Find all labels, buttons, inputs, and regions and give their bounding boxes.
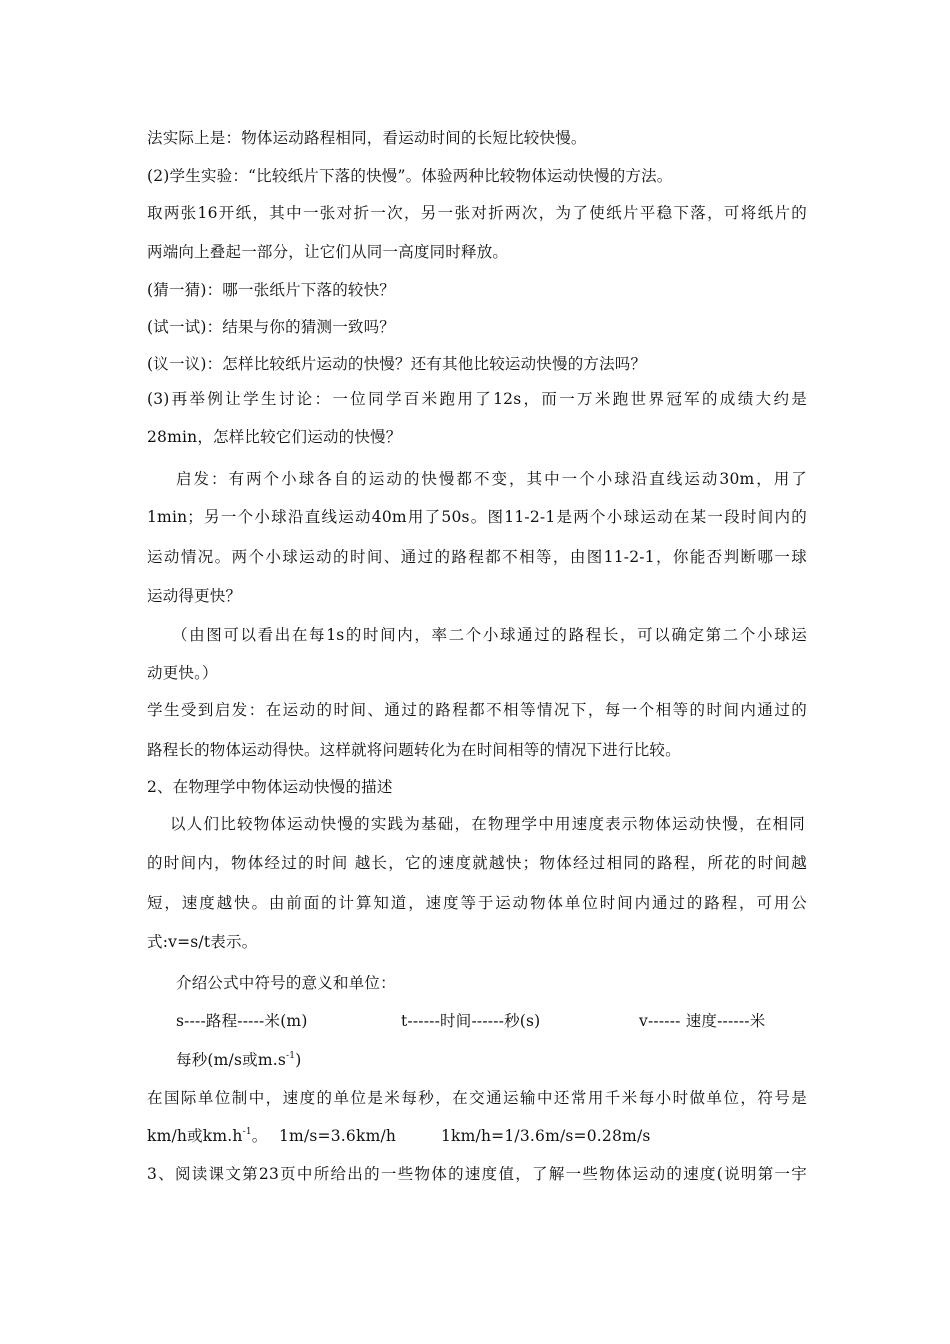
text-line-22: 式:v=s/t表示。 — [147, 933, 258, 951]
text-line-13: 运动得更快？ — [147, 587, 242, 605]
v-definition: v------ 速度------米 — [639, 1012, 766, 1030]
unit-definitions-row — [176, 1011, 765, 1031]
kmh-symbol — [147, 1126, 279, 1146]
velocity-unit-exponent: -1 — [286, 1051, 296, 1061]
text-line-7: (议一议)：怎样比较纸片运动的快慢？还有其他比较运动快慢的方法吗？ — [147, 355, 647, 373]
text-line-16: 学生受到启发：在运动的时间、通过的路程都不相等情况下，每一个相等的时间内通过的 — [147, 701, 807, 719]
text-line-23: 介绍公式中符号的意义和单位： — [176, 974, 396, 992]
velocity-unit-text: 每秒(m/s或m.s — [176, 1051, 287, 1069]
text-line-21: 短，速度越快。由前面的计算知道，速度等于运动物体单位时间内通过的路程，可用公 — [147, 894, 807, 912]
conversion-1: 1m/s=3.6km/h — [279, 1127, 397, 1145]
text-line-17: 路程长的物体运动得快。这样就将问题转化为在时间相等的情况下进行比较。 — [147, 741, 681, 759]
velocity-unit-line — [176, 1050, 301, 1070]
text-line-4: 两端向上叠起一部分，让它们从同一高度同时释放。 — [147, 243, 509, 261]
text-line-19: 以人们比较物体运动快慢的实践为基础，在物理学中用速度表示物体运动快慢，在相同 — [170, 815, 805, 833]
unit-conversion-row — [147, 1126, 651, 1146]
text-line-3: 取两张16开纸，其中一张对折一次，另一张对折两次，为了使纸片平稳下落，可将纸片的 — [147, 204, 807, 222]
velocity-unit-close: ) — [295, 1051, 302, 1069]
text-line-25: 3、阅读课文第23页中所给出的一些物体的速度值，了解一些物体运动的速度(说明第一宇 — [147, 1165, 807, 1183]
text-line-18: 2、在物理学中物体运动快慢的描述 — [147, 778, 393, 796]
text-line-9: 28min，怎样比较它们运动的快慢？ — [147, 428, 402, 446]
text-line-8: (3)再举例让学生讨论：一位同学百米跑用了12s，而一万米跑世界冠军的成绩大约是 — [147, 390, 807, 408]
kmh-exponent: -1 — [242, 1127, 252, 1137]
text-line-2: (2)学生实验：“比较纸片下落的快慢”。体验两种比较物体运动快慢的方法。 — [147, 167, 673, 185]
text-line-10: 启发：有两个小球各自的运动的快慢都不变，其中一个小球沿直线运动30m，用了 — [176, 470, 807, 488]
text-line-15: 动更快。） — [147, 664, 218, 682]
text-line-1: 法实际上是：物体运动路程相同，看运动时间的长短比较快慢。 — [147, 129, 587, 147]
text-line-14: （由图可以看出在每1s的时间内，率二个小球通过的路程长，可以确定第二个小球运 — [172, 626, 807, 644]
text-line-6: (试一试)：结果与你的猜测一致吗？ — [147, 318, 395, 336]
s-definition: s----路程-----米(m) — [176, 1012, 308, 1030]
text-line-5: (猜一猜)：哪一张纸片下落的较快？ — [147, 281, 395, 299]
conversion-2: 1km/h=1/3.6m/s=0.28m/s — [441, 1127, 651, 1145]
t-definition: t------时间------秒(s) — [401, 1012, 541, 1030]
kmh-period: 。 — [251, 1127, 268, 1145]
kmh-symbol-text: km/h或km.h — [147, 1127, 243, 1145]
text-line-12: 运动情况。两个小球运动的时间、通过的路程都不相等，由图11-2-1，你能否判断哪一球 — [147, 548, 807, 566]
text-line-24: 在国际单位制中，速度的单位是米每秒，在交通运输中还常用千米每小时做单位，符号是 — [147, 1089, 807, 1107]
text-line-20: 的时间内，物体经过的时间 越长，它的速度就越快；物体经过相同的路程，所花的时间越 — [147, 854, 807, 872]
text-line-11: 1min；另一个小球沿直线运动40m用了50s。图11-2-1是两个小球运动在某一段时间内的 — [147, 508, 807, 526]
